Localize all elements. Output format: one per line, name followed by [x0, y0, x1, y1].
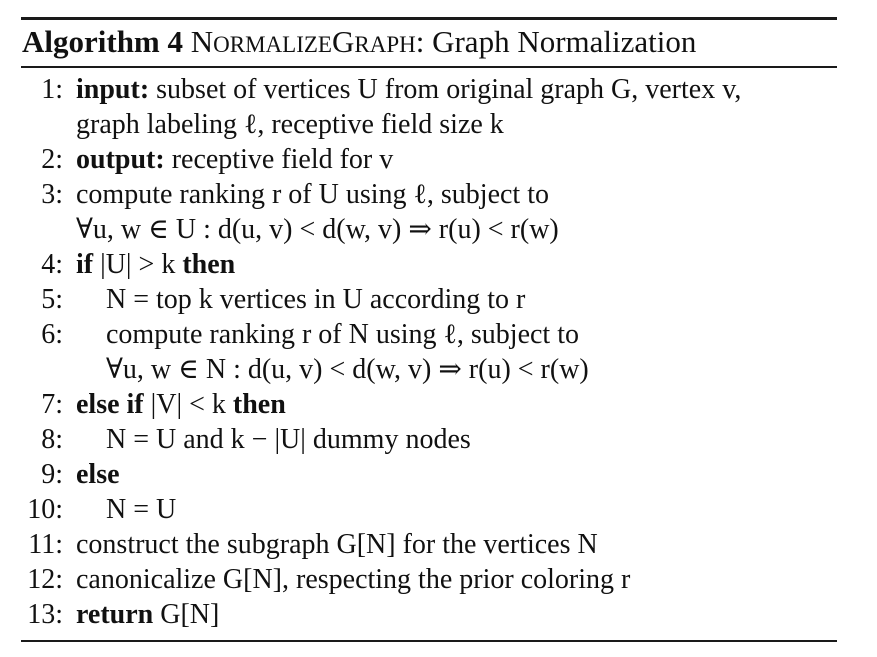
statement: compute ranking r of U using ℓ, subject to [76, 179, 549, 210]
line-number: 9: [41, 459, 63, 490]
line-number: 7: [41, 389, 63, 420]
line-number: 5: [41, 284, 63, 315]
keyword: then [232, 389, 286, 420]
line-text [106, 353, 589, 387]
keyword: else [76, 459, 120, 490]
caption-rule [21, 66, 837, 68]
line-text [76, 108, 504, 142]
line-text [106, 318, 579, 352]
line-number: 13: [27, 599, 63, 630]
line-text [76, 73, 741, 107]
line-number: 11: [28, 529, 63, 560]
statement: construct the subgraph G[N] for the vertices N [76, 529, 598, 560]
statement: |V| < k [143, 389, 233, 420]
line-number: 8: [41, 424, 63, 455]
line-text [76, 248, 235, 282]
keyword: then [182, 249, 236, 280]
statement: ∀u, w ∈ N : d(u, v) < d(w, v) ⇒ r(u) < r(w) [106, 354, 589, 385]
line-text [106, 283, 525, 317]
top-rule [21, 17, 837, 20]
statement: receptive field for v [164, 144, 394, 175]
statement: |U| > k [93, 249, 183, 280]
line-text [76, 598, 219, 632]
line-number: 6: [41, 319, 63, 350]
line-number: 3: [41, 179, 63, 210]
statement: N = U [106, 494, 177, 525]
algorithm-subtitle: : Graph Normalization [415, 24, 697, 59]
line-number: 10: [27, 494, 63, 525]
line-number: 12: [27, 564, 63, 595]
line-text [76, 388, 286, 422]
keyword: else if [76, 389, 144, 420]
line-text [106, 493, 176, 527]
algorithm-caption [22, 22, 696, 65]
line-text [76, 213, 559, 247]
line-text [106, 423, 471, 457]
line-text [76, 563, 630, 597]
keyword: return [76, 599, 154, 630]
line-number: 2: [41, 144, 63, 175]
line-text [76, 178, 549, 212]
statement: G[N] [153, 599, 220, 630]
statement: N = top k vertices in U according to r [106, 284, 526, 315]
statement: canonicalize G[N], respecting the prior coloring r [76, 564, 631, 595]
algorithm-label: Algorithm 4 [22, 24, 184, 59]
statement: N = U and k − |U| dummy nodes [106, 424, 471, 455]
statement: ∀u, w ∈ U : d(u, v) < d(w, v) ⇒ r(u) < r(w) [76, 214, 559, 245]
line-text [76, 528, 598, 562]
keyword: input: [76, 74, 150, 105]
statement: graph labeling ℓ, receptive field size k [76, 109, 504, 140]
keyword: if [76, 249, 94, 280]
statement: compute ranking r of N using ℓ, subject to [106, 319, 579, 350]
statement: subset of vertices U from original graph G, vertex v, [149, 74, 742, 105]
keyword: output: [76, 144, 165, 175]
line-number: 1: [41, 74, 63, 105]
algorithm-name: NORMALIZEGRAPH [190, 24, 416, 59]
line-text [76, 458, 120, 492]
line-text [76, 143, 393, 177]
line-number: 4: [41, 249, 63, 280]
bottom-rule [21, 640, 837, 642]
